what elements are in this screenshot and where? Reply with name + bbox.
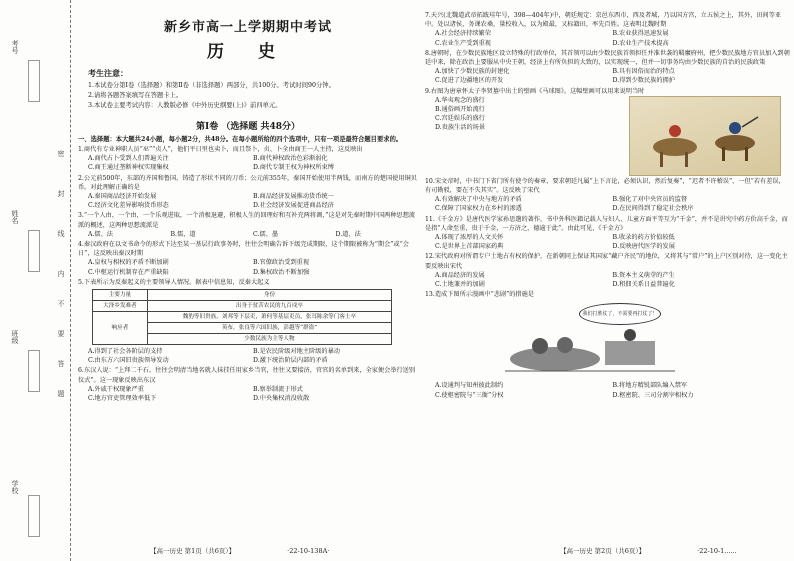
answer-option[interactable]: D.在民间得到了稳定社会秩序 [612, 205, 694, 213]
subject-title: 历 史 [207, 42, 289, 62]
volume-heading: 第Ⅰ卷 （选择题 共48分） [195, 122, 300, 132]
options-group [78, 192, 418, 210]
answer-option[interactable]: D.租佃关系日益普遍化 [612, 281, 675, 289]
answer-option[interactable]: B.将地方精锐部队编入禁军 [612, 382, 688, 390]
answer-option[interactable]: A.华夷观念的盛行 [435, 96, 485, 104]
question-stem: 5.下表所示为反秦起义的主要领导人情况。据表中信息知，反秦大起义 [78, 278, 270, 286]
seal-mark: 要 [57, 330, 65, 337]
options-group [425, 271, 790, 289]
question-stem: 11.《千金方》是唐代医学家孙思邈的著作，书中外科医籍记载人与妇人、儿童方面平等互为“千金”，并不是讲究中药方价高千金，而是指“人命至重，贵于千金，一方济之，德逾于此”。由此可见，《千金方》 [425, 215, 788, 232]
question-stem: 10.宋文帝时，中书门下省门所有使令的奏章，要求朝廷凡属“上下言论，必须认识，然后复奏”，“迟者不许稽误”，一但“若有差误，有司勘驳，要在不失其实”。这反映了宋代 [425, 177, 785, 195]
question-stem: 1.商代有专业神职人员“巫”“贞人”，他们平日里也卖卜，而且祭卜，贞、卜全由商王一人主持，这反映出 [78, 146, 363, 153]
answer-option[interactable]: C.是世界上首部国家药典 [435, 243, 504, 251]
answer-option[interactable]: B.通俗画开始流行 [435, 106, 485, 114]
answer-option[interactable]: A.体现了浓厚的人文关怀 [435, 234, 504, 242]
table-cell: 出身于贫苦农民的九百戍卒 [147, 301, 391, 312]
answer-option[interactable]: D.社会经济发展促进商品经济 [253, 202, 334, 210]
question-stem: 4.秦汉政府在以文书命令的形式下达至某一基层行政事务时，往往会明确告诉下级完成期限，这个期限被称为“期会”或“会日”，这反映出秦汉时期 [78, 241, 409, 258]
answer-option[interactable]: C.宫廷娱乐的盛行 [435, 115, 485, 123]
table-cell: 大泽乡发难者 [93, 301, 148, 312]
notice-line: 1.本试卷分第Ⅰ卷（选择题）和第Ⅱ卷（非选择题）两部分，共100分。考试时间90分钟。 [88, 82, 335, 89]
question-list-left-b [78, 347, 418, 403]
question-stem: 13.造成下图所示漫画中“悲剧”的措施是 [425, 291, 534, 299]
seal-mark: 线 [57, 230, 65, 237]
answer-option[interactable]: B.农业获得迅速发展 [612, 30, 669, 38]
school-box[interactable] [28, 495, 40, 537]
answer-option[interactable]: B.是农民阶级对地主阶级的暴动 [253, 348, 340, 356]
seal-mark: 内 [57, 270, 65, 277]
answer-option[interactable]: A.设通判与知州彼此制约 [435, 382, 504, 390]
answer-option[interactable]: C.中枢运行机制存在严重缺陷 [88, 268, 169, 276]
footer-page: 【高一历史 第2页（共6页）】 [560, 547, 646, 555]
seal-mark: 题 [57, 390, 65, 397]
answer-option[interactable]: A.商品经济的发展 [435, 271, 485, 279]
answer-option[interactable]: B.资本主义萌芽的产生 [612, 271, 675, 279]
answer-option[interactable]: C.使枢密院与“三衙”分权 [435, 391, 504, 399]
question-stem: 9.右图为唐章怀太子李贤墓中出土的壁画《马球图》。这幅壁画可以用来说明当时 [425, 87, 645, 95]
answer-option[interactable]: D.农业生产技术提高 [612, 39, 669, 47]
table-cell: 魏豹等旧贵族，刘邦等下层吏，萧何等基层吏员，张耳陈余等门客士卒 [147, 312, 391, 323]
table-cell: 少数民族为主等人物 [147, 334, 391, 345]
answer-option[interactable]: A.秦国商品经济开始发展 [88, 193, 157, 201]
answer-option[interactable]: D.枢密院、三司分割宰相权力 [612, 391, 694, 399]
exam-number-box[interactable] [28, 60, 40, 102]
answer-option[interactable]: B.儒、道 [170, 230, 196, 238]
question-list-right [425, 11, 790, 400]
table-cell: 英布，张良等六国旧族，彭越等“群盗” [147, 323, 391, 334]
question-stem: 7.天兴(北魏道武帝拓跋珪年号，398—404年)中，朝廷规定：京邑东西市，西及者城，乃以国方宫，立五侯之上，其外，田间等亚中。处以诸侯，务课农桑，量校收入，以为殿最，又标籍田，率先百姓。这表明北魏时期 [425, 12, 782, 29]
class-label: 班级 [11, 330, 19, 344]
options-group [78, 385, 418, 403]
options-group [425, 67, 790, 85]
answer-option[interactable]: D.贵族生活的场景 [435, 124, 486, 132]
answer-option[interactable]: A.外戚干权现象严重 [88, 385, 144, 393]
options-group [78, 154, 418, 172]
answer-option[interactable]: A.儒、法 [88, 230, 113, 238]
answer-option[interactable]: A.社会经济持续繁荣 [435, 30, 491, 38]
answer-option[interactable]: B.商品经济发展推动货币统一 [253, 193, 334, 201]
answer-option[interactable]: B.察举制流于形式 [253, 385, 303, 393]
seal-mark: 不 [57, 300, 65, 307]
answer-option[interactable]: C.农业生产受到重视 [435, 39, 491, 47]
answer-option[interactable]: A.得到了社会各阶层的支持 [88, 348, 163, 356]
table-header: 身份 [147, 290, 391, 301]
options-group [78, 347, 418, 365]
notice-line: 3.本试卷主要考试内容：人教版必修《中外历史纲要(上)》前四单元。 [88, 102, 282, 109]
table-cell: 响应者 [93, 312, 148, 345]
answer-option[interactable]: C.儒、墨 [253, 230, 279, 238]
polo-mural-image [629, 96, 781, 176]
question-stem: 6.东汉人说：“上拜二千石，往往会明清当地名就人抹挂任用家乡当官，往往又要接济，官官的名单到来，全家便会举行送别仪式”。这一现象反映出东汉 [78, 367, 416, 384]
name-label: 姓名 [11, 210, 19, 224]
answer-option[interactable]: C.商王通过垄断神权实现集权 [88, 164, 169, 172]
answer-option[interactable]: C.土地兼并的加剧 [435, 281, 485, 289]
question-stem: 8.唐朝时，在少数民族地区设立特殊的行政单位，其首领可以由少数民族首领担任并准世袭的羁縻府州，把少数民族地方官员加入到朝廷中来，除在政治上要服从中央王朝，经济上有所负担的大致的，以实现统一，但并一切事务均由少数民族的自治的民族政策 [425, 49, 790, 67]
answer-option[interactable]: D.中央集权消没收散 [253, 395, 310, 403]
answer-option[interactable]: C.促进了边疆地区的开发 [435, 77, 504, 85]
speech-bubble: 我们打胜仗了，不需要再打仗了！ [579, 303, 661, 325]
answer-option[interactable]: B.强化了对中央官员的监督 [612, 196, 688, 204]
answer-option[interactable]: B.收录的药方价值较低 [612, 234, 675, 242]
answer-option[interactable]: D.道、法 [335, 230, 361, 238]
horse-rider-icon [630, 97, 780, 175]
section-instructions: 一、选择题：本大题共24小题，每小题2分，共48分。在每小题所给的四个选项中，只有一项是最符合题目要求的。 [78, 136, 403, 143]
options-group [425, 381, 790, 399]
answer-option[interactable]: D.集权政治不断加强 [253, 268, 310, 276]
cartoon-image [485, 301, 695, 379]
class-box[interactable] [28, 350, 40, 392]
question-stem: 3.“一个人由，一个由，一个乐观进取，一个消极退避，积极人生的回理好和互补充两将调，”这是对先秦时期中国两种思想流派的概述，这两种思想流派是 [78, 212, 416, 229]
answer-option[interactable]: A.皇权与相权的矛盾不断加剧 [88, 259, 169, 267]
page-right [425, 10, 790, 400]
answer-option[interactable]: D.得到少数民族的拥护 [612, 77, 675, 85]
question-5-table [92, 289, 392, 345]
answer-option[interactable]: B.商代神权政治色彩渐弱化 [253, 155, 328, 163]
school-label: 学校 [11, 480, 19, 494]
exam-title: 新乡市高一上学期期中考试 [163, 20, 332, 35]
answer-option[interactable]: C.地方官吏管理效率低下 [88, 395, 157, 403]
footer-right [560, 546, 737, 555]
page-left [78, 10, 418, 403]
footer-code: ·22-10-1...... [697, 547, 737, 555]
answer-option[interactable]: C.由东方六国旧贵族领导发动 [88, 357, 169, 365]
binding-margin [0, 0, 71, 561]
answer-option[interactable]: C.经济文化差异影响货币形态 [88, 202, 169, 210]
options-group [425, 96, 605, 176]
options-group [425, 29, 790, 47]
seal-mark: 封 [57, 190, 65, 197]
question-stem: 2.公元前500年，东部的齐国和鲁国，铸造了形状不同的刀币；公元前355年，秦国开始使用半两钱，而南方的楚国使用铜贝币。对此理解正确的是 [78, 174, 417, 191]
seal-mark: 密 [57, 150, 65, 157]
answer-option[interactable]: A.加快了少数民族的封建化 [435, 68, 510, 76]
notice-title: 考生注意： [88, 68, 128, 78]
answer-option[interactable]: C.保障了国家权力在乡村的渗透 [435, 205, 522, 213]
table-header: 主要力量 [93, 290, 148, 301]
options-group [78, 230, 418, 239]
answer-option[interactable]: A.有效解决了中央与地方的矛盾 [435, 196, 522, 204]
footer-page: 【高一历史 第1页（共6页）】 [150, 547, 236, 555]
seal-mark: 答 [57, 360, 65, 367]
answer-option[interactable]: D.商代专制王权为神权所束缚 [253, 164, 334, 172]
footer-code: ·22-10-138A· [287, 547, 330, 555]
answer-option[interactable]: A.商代占卜受到人们普遍关注 [88, 155, 169, 163]
exam-number-label: 考号 [11, 40, 19, 54]
question-stem: 12.宋代政府对所谓专户土地占有权的保护，在新朝同上保证其国家“藏户齐民”的地位，又将其与“常户”的上户区别对待，这一变化主要反映出宋代 [425, 253, 788, 270]
answer-option[interactable]: B.官僚政治受到重视 [253, 259, 310, 267]
footer-left [150, 546, 329, 555]
question-list-left [78, 145, 418, 287]
answer-option[interactable]: D.反映唐代医学的发展 [612, 243, 675, 251]
options-group [425, 233, 790, 251]
answer-option[interactable]: B.具有因俗而治的特点 [612, 68, 675, 76]
name-box[interactable] [28, 230, 40, 272]
answer-option[interactable]: D.激下统治阶层内部的矛盾 [253, 357, 328, 365]
notice-line: 2.请将各题答案填写在答题卡上。 [88, 92, 183, 99]
options-group [425, 195, 790, 213]
options-group [78, 258, 418, 276]
